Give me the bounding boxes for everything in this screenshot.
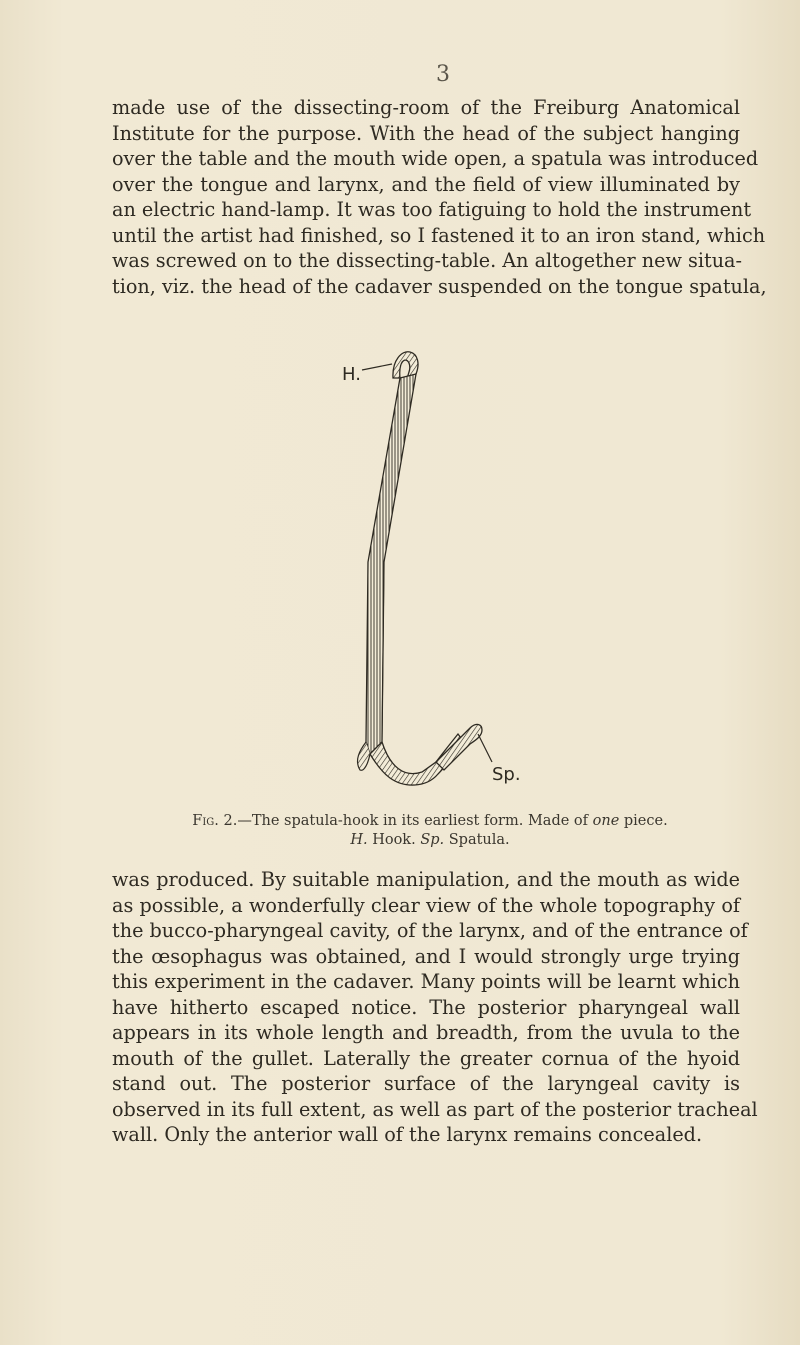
- text-line: over the table and the mouth wide open, a spatula was introduced: [112, 147, 759, 170]
- text-line: until the artist had finished, so I fastened it to an iron stand, which: [112, 223, 766, 247]
- spatula-hook-illustration: [340, 342, 540, 802]
- text-line: over the tongue and larynx, and the field of view illuminated by: [112, 172, 740, 196]
- text-line: made use of the dissecting-room of the Freiburg Anatomical: [112, 96, 740, 119]
- paragraph-2: [112, 867, 758, 1148]
- text-line: Institute for the purpose. With the head of the subject hanging: [112, 121, 740, 145]
- shaft: [366, 374, 416, 754]
- figure-number: Fig. 2.: [192, 813, 238, 829]
- figure-caption-line-2: H. Hook. Sp. Spatula.: [350, 832, 510, 848]
- hook-label: H.: [342, 364, 361, 385]
- spatula-hook-figure: [340, 342, 540, 802]
- paragraph-1: [112, 95, 767, 299]
- text-line: was produced. By suitable manipulation, and the mouth as wide: [112, 868, 740, 891]
- spatula-leader-line: [478, 734, 492, 762]
- text-line: mouth of the gullet. Laterally the greater cornua of the hyoid: [112, 1046, 740, 1070]
- text-line: as possible, a wonderfully clear view of the whole topography of: [112, 893, 740, 917]
- spatula-label: Sp.: [492, 764, 521, 785]
- spatula-blade: [436, 724, 482, 770]
- text-line: appears in its whole length and breadth, from the uvula to the: [112, 1021, 740, 1044]
- hook-leader-line: [362, 364, 392, 370]
- text-line: the bucco-pharyngeal cavity, of the larynx, and of the entrance of: [112, 919, 748, 942]
- text-line: the œsophagus was obtained, and I would strongly urge trying: [112, 944, 740, 968]
- text-line: have hitherto escaped notice. The posterior pharyngeal wall: [112, 995, 740, 1019]
- text-line: this experiment in the cadaver. Many points will be learnt which: [112, 970, 740, 993]
- figure-caption-line-1: Fig. 2.—The spatula-hook in its earliest form. Made of one piece.: [192, 813, 668, 829]
- text-line: observed in its full extent, as well as part of the posterior tracheal: [112, 1097, 758, 1121]
- page-number: 3: [436, 62, 450, 87]
- text-line: tion, viz. the head of the cadaver suspended on the tongue spatula,: [112, 274, 767, 298]
- text-line: was screwed on to the dissecting-table. An altogether new situa-: [112, 249, 742, 272]
- text-line: an electric hand-lamp. It was too fatiguing to hold the instrument: [112, 198, 752, 221]
- text-line: wall. Only the anterior wall of the larynx remains concealed.: [112, 1123, 703, 1146]
- text-line: stand out. The posterior surface of the laryngeal cavity is: [112, 1072, 740, 1095]
